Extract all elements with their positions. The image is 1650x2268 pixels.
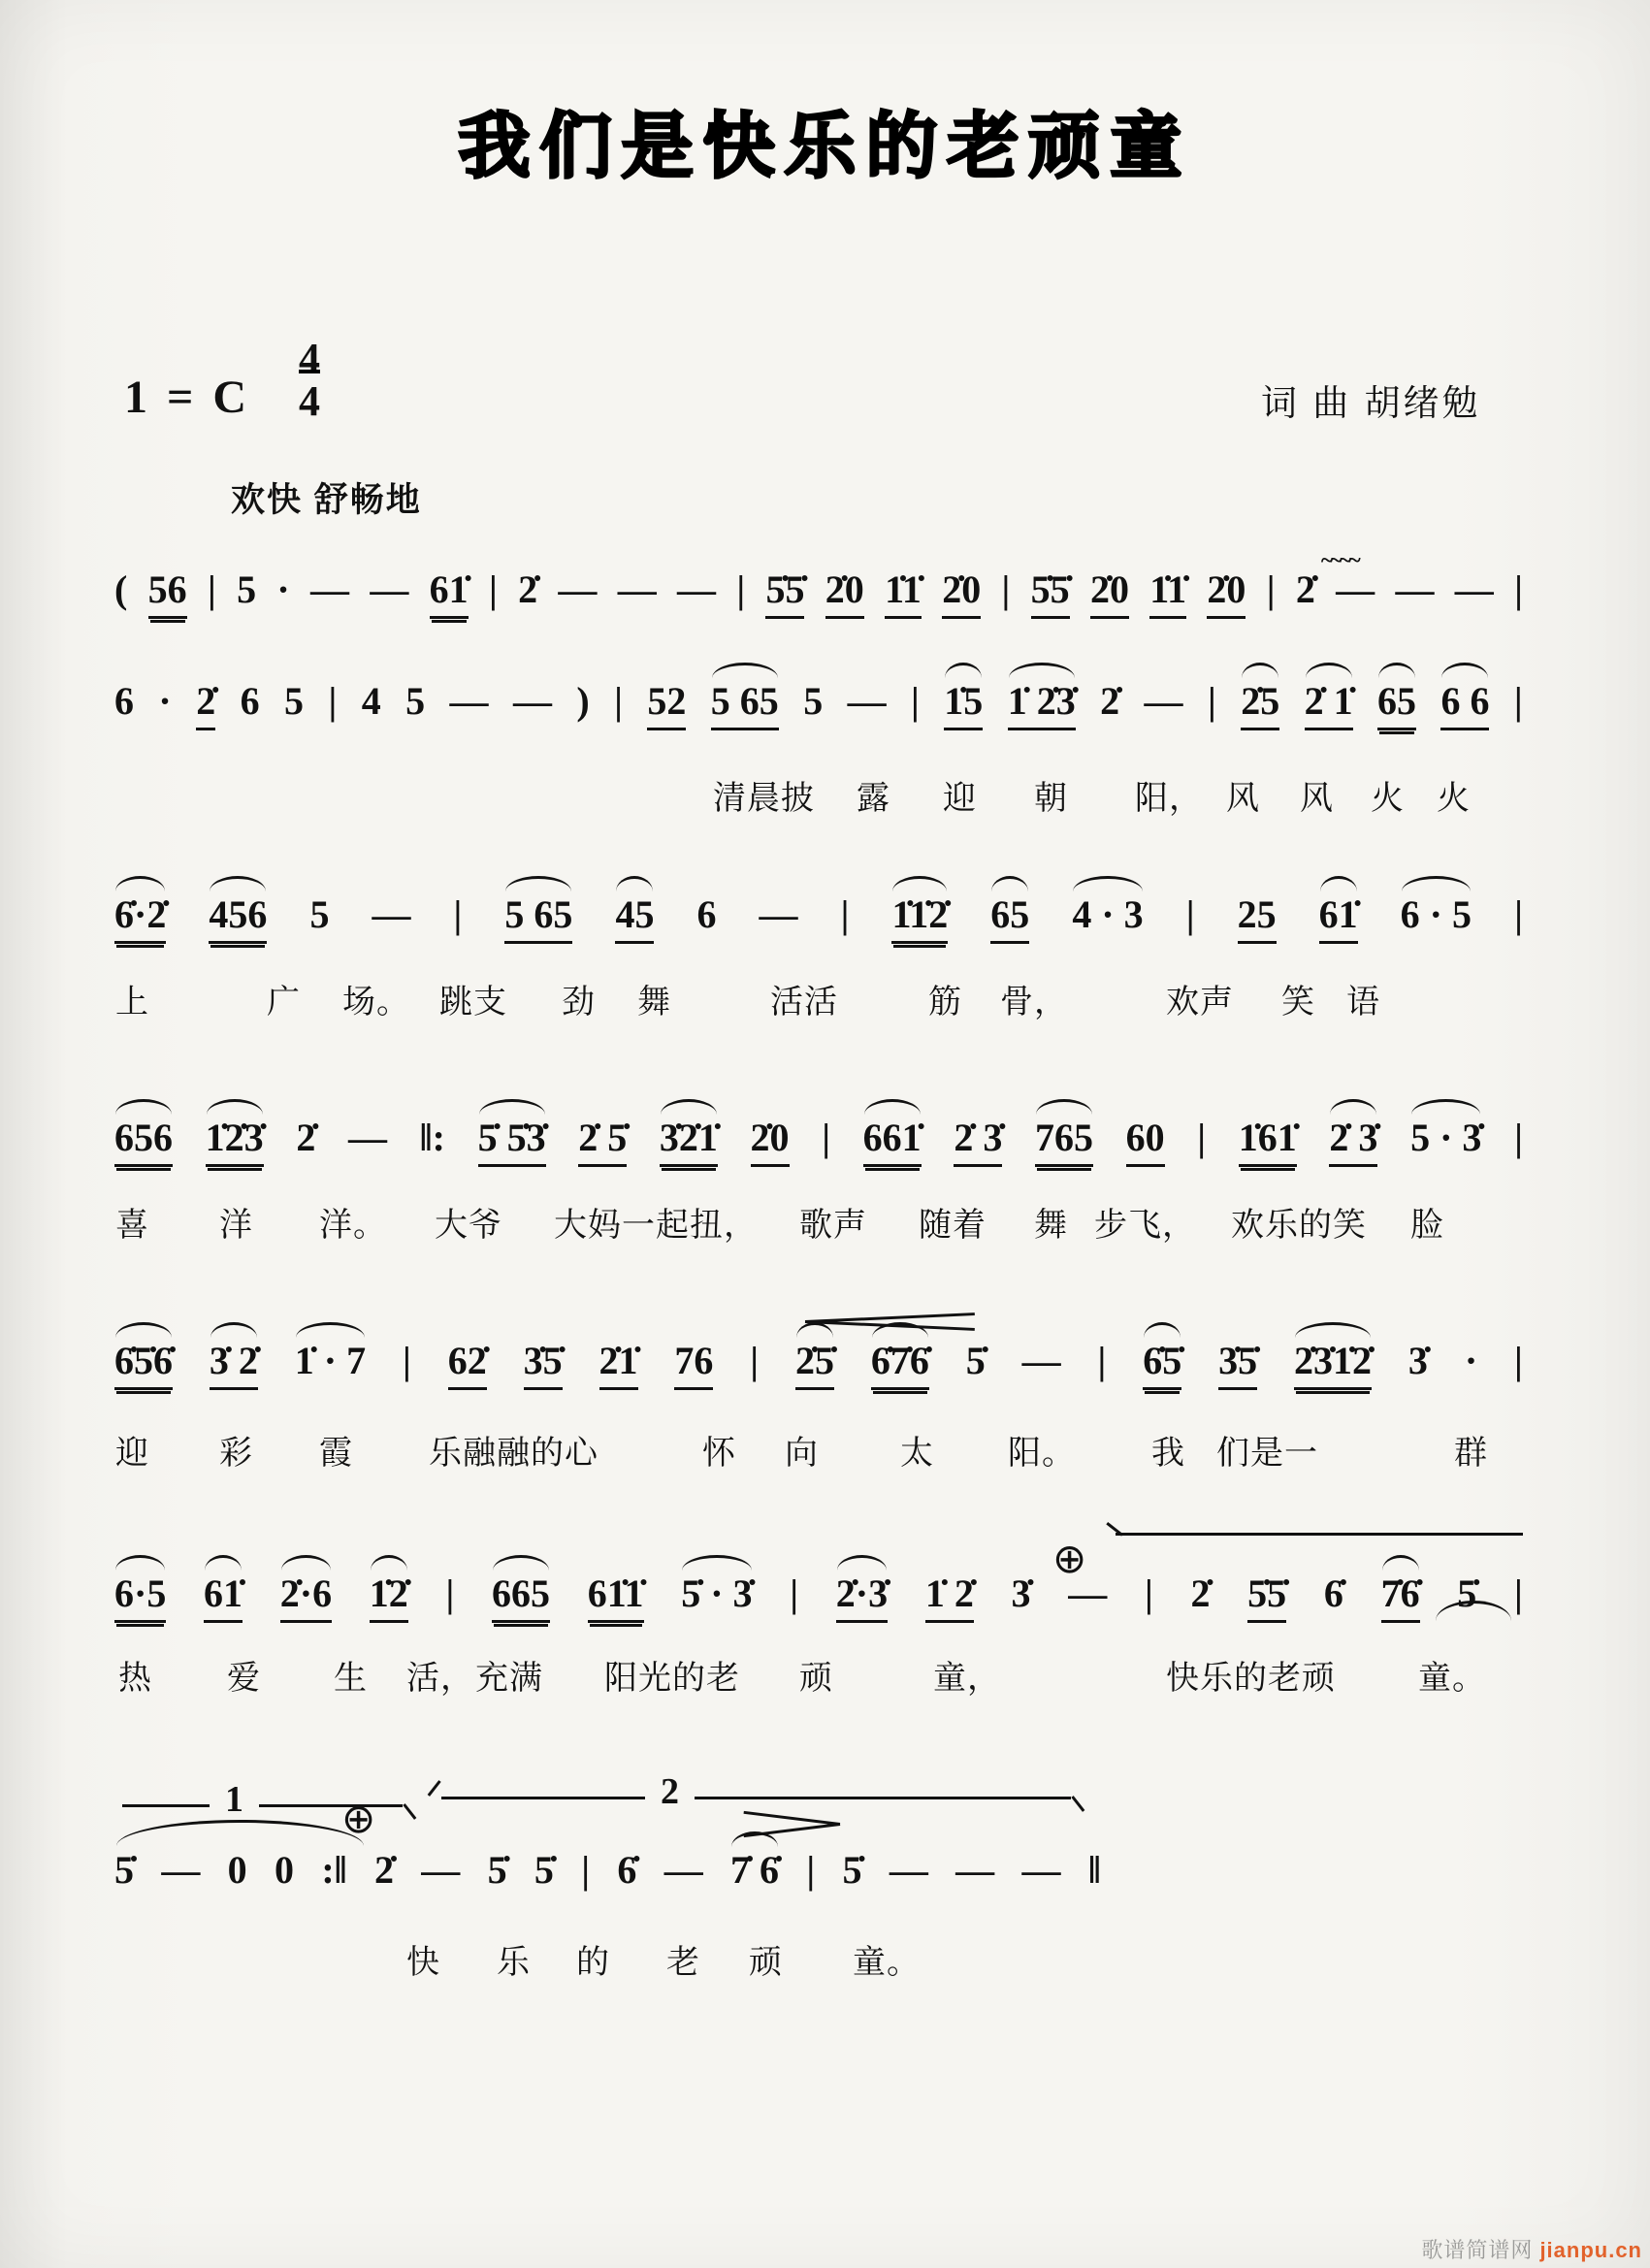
note-group: · — [276, 567, 290, 611]
lyric-syllable: 笑 — [1281, 984, 1315, 1021]
notation-line-6 — [114, 1571, 1523, 1623]
note-group: 5 — [405, 679, 426, 723]
barline: :‖ — [321, 1848, 347, 1892]
note-group: 1̇2̇ — [370, 1571, 408, 1623]
lyric-syllable: 向 — [785, 1435, 819, 1472]
first-ending-number: 1 — [225, 1779, 243, 1820]
song-title: 我们是快乐的老顽童 — [458, 106, 1192, 186]
note-group: 2̇0 — [1090, 567, 1129, 619]
bracket-line — [122, 1804, 210, 1807]
note-group: 5 — [237, 567, 257, 611]
note-group: 5̇ — [965, 1339, 986, 1382]
note-group: — — [372, 892, 411, 936]
bracket-end-tick — [1071, 1796, 1084, 1812]
note-group: 6 6 — [1440, 679, 1489, 730]
notation-line-4 — [114, 1116, 1523, 1167]
note-group: — — [663, 1848, 703, 1892]
note-group: 61̇1̇ — [588, 1571, 644, 1623]
barline: | — [1514, 1116, 1523, 1159]
bracket-end-tick — [403, 1803, 416, 1820]
lyric-syllable: 广 — [267, 984, 301, 1021]
barline: | — [1514, 892, 1523, 936]
note-group: 7̇6̇ — [1381, 1571, 1420, 1623]
time-signature-denominator: 4 — [299, 370, 320, 425]
lyric-syllable: 们是一 — [1216, 1435, 1318, 1472]
lyric-syllable: 乐融融的心 — [429, 1435, 599, 1472]
notation-line-1 — [114, 567, 1523, 619]
lyric-syllable: 欢乐的笑 — [1231, 1207, 1367, 1244]
note-group: — — [955, 1848, 995, 1892]
lyric-syllable: 阳。 — [1008, 1435, 1076, 1472]
note-group: 1̇ 2̇ — [925, 1571, 974, 1623]
note-group: — — [759, 892, 798, 936]
note-group: 3̇ — [1011, 1571, 1031, 1615]
note-group: 2̇ ~~~~ — [1296, 567, 1315, 616]
watermark-domain: jianpu.cn — [1539, 2238, 1642, 2262]
lyric-syllable: 童， — [933, 1660, 1001, 1697]
note-group: 2̇ 1̇ — [1305, 679, 1353, 730]
barline: | — [453, 892, 463, 936]
note-group: 2̇ — [196, 679, 215, 730]
note-group: — — [889, 1848, 928, 1892]
note-group: — — [370, 567, 409, 611]
note-group: 661̇ — [863, 1116, 922, 1167]
note-group: — — [512, 679, 552, 723]
barline: | — [806, 1848, 816, 1892]
lyric-syllable: 迎 — [943, 780, 977, 817]
lyric-syllable: 骨， — [1000, 984, 1068, 1021]
lyric-syllable: 乐 — [497, 1944, 531, 1981]
lyrics-line-6 — [0, 1935, 1650, 1984]
note-group: — — [1336, 567, 1375, 611]
lyric-syllable: 筋 — [928, 984, 962, 1021]
notation-line-7 — [114, 1848, 1101, 1896]
lyric-syllable: 老 — [666, 1944, 700, 1981]
barline: | — [614, 679, 623, 723]
lyric-syllable: 露 — [857, 780, 890, 817]
lyric-syllable: 童。 — [1418, 1660, 1486, 1697]
lyric-syllable: 迎 — [115, 1435, 149, 1472]
lyric-syllable: 顽 — [749, 1944, 783, 1981]
barline: | — [1207, 679, 1216, 723]
lyric-syllable: 热 — [118, 1660, 152, 1697]
lyrics-line-1 — [0, 771, 1650, 820]
notation-line-5 — [114, 1339, 1523, 1390]
note-group: 5 65 — [504, 892, 572, 944]
barline: | — [840, 892, 850, 936]
note-group: 2̇5̇ — [795, 1339, 834, 1390]
hairpin-lower-line — [744, 1823, 841, 1837]
notation-line-3 — [114, 892, 1523, 944]
note-group: — — [161, 1848, 201, 1892]
note-group: 2̇·3̇ — [836, 1571, 888, 1623]
note-group: — — [617, 567, 657, 611]
note-group: 76 — [674, 1339, 713, 1390]
lyric-syllable: 爱 — [227, 1660, 261, 1697]
note-group: 56 — [148, 567, 187, 619]
lyrics-line-5 — [0, 1651, 1650, 1700]
lyric-syllable: 太 — [900, 1435, 934, 1472]
lyric-syllable: 风 — [1300, 780, 1334, 817]
lyric-syllable: 的 — [576, 1944, 610, 1981]
note-group: 5 — [284, 679, 305, 723]
barline: | — [1514, 1339, 1523, 1382]
note-group: 2̇ — [1190, 1571, 1211, 1615]
lyrics-line-4 — [0, 1426, 1650, 1474]
lyric-syllable: 快乐的老顽 — [1166, 1660, 1336, 1697]
lyric-syllable: 充满 — [475, 1660, 543, 1697]
note-group: · — [158, 679, 172, 723]
note-group: 6̇ — [1323, 1571, 1343, 1615]
note-group: 2̇0 — [825, 567, 864, 619]
lyric-syllable: 阳， — [1135, 780, 1203, 817]
note-group: — — [847, 679, 887, 723]
note-group: — — [558, 567, 598, 611]
hairpin-upper-line — [744, 1811, 841, 1826]
lyric-syllable: 劲 — [562, 984, 596, 1021]
note-group: 5 — [309, 892, 330, 936]
lyric-syllable: 快 — [406, 1944, 440, 1981]
lyric-syllable: 步飞， — [1094, 1207, 1196, 1244]
note-group: 6 — [114, 679, 134, 723]
lyric-syllable: 活活 — [770, 984, 838, 1021]
note-group: 2̇ — [373, 1848, 394, 1892]
barline: | — [581, 1848, 591, 1892]
note-group: 25 — [1238, 892, 1277, 944]
note-group: 656 — [114, 1116, 173, 1167]
crescendo-hairpin — [805, 1306, 975, 1335]
note-group: 0 — [274, 1848, 294, 1892]
barline: | — [822, 1116, 831, 1159]
note-group: 765 — [1035, 1116, 1093, 1167]
barline: | — [1513, 679, 1523, 723]
note-group: 65 — [1377, 679, 1416, 730]
note-group: — — [421, 1848, 461, 1892]
time-signature — [287, 335, 332, 425]
tie-arc-line7-start — [116, 1820, 364, 1846]
barline: | — [750, 1339, 760, 1382]
lyric-syllable: 朝 — [1034, 780, 1068, 817]
note-group: 1̇61̇ — [1239, 1116, 1297, 1167]
note-group: 1̇ 2̇3̇ — [1008, 679, 1076, 730]
lyric-syllable: 上 — [115, 984, 149, 1021]
note-group: 2̇1̇ — [599, 1339, 638, 1390]
note-group: — — [1021, 1848, 1061, 1892]
barline: | — [1001, 567, 1011, 611]
lyric-syllable: 洋 — [219, 1207, 253, 1244]
note-group: 2̇ 3̇ — [954, 1116, 1002, 1167]
lyric-syllable: 大妈一起扭， — [554, 1207, 758, 1244]
note-group: 65 — [990, 892, 1029, 944]
note-group: 61̇ — [204, 1571, 243, 1623]
note-group: 2̇0 — [751, 1116, 790, 1167]
note-group: · — [1464, 1339, 1478, 1382]
barline: | — [1266, 567, 1276, 611]
lyric-syllable: 大爷 — [435, 1207, 502, 1244]
coda-sign-repeat: ⊕ — [341, 1795, 376, 1842]
note-group: 62̇ — [448, 1339, 487, 1390]
note-group: — — [310, 567, 350, 611]
barline: ‖: — [419, 1116, 445, 1159]
note-group: 5̇5̇ — [1247, 1571, 1286, 1623]
note-group: 2̇5 — [1241, 679, 1279, 730]
note-group: — — [347, 1116, 387, 1159]
note-group: 2̇3̇1̇2̇ — [1294, 1339, 1372, 1390]
tempo-marking: 欢快 舒畅地 — [231, 481, 422, 519]
note-group: 2̇ 5̇ — [578, 1116, 627, 1167]
lyric-syllable: 我 — [1151, 1435, 1185, 1472]
note-group: 5 — [803, 679, 824, 723]
lyric-syllable: 语 — [1346, 984, 1380, 1021]
lyric-syllable: 场。 — [342, 984, 410, 1021]
note-group: — — [449, 679, 489, 723]
note-group: 1̇2̇3̇ — [206, 1116, 264, 1167]
composer-credit: 词 曲 胡绪勉 — [1261, 383, 1481, 423]
note-group: 665 — [492, 1571, 550, 1623]
bracket-line — [441, 1797, 645, 1799]
time-signature-numerator: 4 — [299, 335, 320, 382]
lyric-syllable: 脸 — [1410, 1207, 1444, 1244]
note-group: 1̇1̇ — [1149, 567, 1186, 619]
lyric-syllable: 火 — [1371, 780, 1405, 817]
lyric-syllable: 舞 — [637, 984, 671, 1021]
second-ending-number: 2 — [661, 1771, 679, 1812]
barline: | — [911, 679, 920, 723]
note-group: 5 · 3̇ — [1410, 1116, 1481, 1164]
lyric-syllable: 怀 — [702, 1435, 736, 1472]
lyric-syllable: 随着 — [919, 1207, 987, 1244]
decrescendo-hairpin — [743, 1810, 840, 1835]
note-group: 5̇ — [842, 1848, 862, 1892]
note-group: 2̇·6 — [280, 1571, 332, 1623]
note-group: 61̇ — [430, 567, 469, 619]
note-group: 4 — [361, 679, 381, 723]
note-group: 4 · 3 — [1072, 892, 1143, 941]
note-group: 3̇5̇ — [1218, 1339, 1257, 1390]
lyric-syllable: 火 — [1437, 780, 1471, 817]
note-group: 5̇ — [1457, 1571, 1477, 1615]
note-group: 6 — [696, 892, 717, 936]
note-group: 52 — [647, 679, 686, 730]
lyric-syllable: 欢声 — [1166, 984, 1234, 1021]
barline: ‖ — [1087, 1848, 1101, 1892]
lyric-syllable: 洋。 — [319, 1207, 387, 1244]
barline: | — [328, 679, 338, 723]
barline: | — [403, 1339, 411, 1382]
note-group: 2̇ 3̇ — [1329, 1116, 1377, 1167]
note-group: — — [1395, 567, 1435, 611]
note-group: 6 · 5 — [1401, 892, 1472, 941]
note-group: 3̇5̇ — [524, 1339, 563, 1390]
note-group: ( — [114, 567, 128, 611]
note-group: 1̇1̇2̇ — [891, 892, 948, 944]
note-group: 45 — [615, 892, 654, 944]
note-group: 61̇ — [1319, 892, 1358, 944]
lyric-syllable: 霞 — [319, 1435, 353, 1472]
lyric-syllable: 舞 — [1034, 1207, 1068, 1244]
coda-sign: ⊕ — [1052, 1535, 1087, 1582]
barline: | — [790, 1571, 799, 1615]
note-group: 6̇·2̇ — [114, 892, 166, 944]
barline: | — [1514, 567, 1523, 611]
barline: | — [488, 567, 498, 611]
note-group: 5 65 — [711, 679, 779, 730]
note-group: ) — [576, 679, 590, 723]
lyric-syllable: 风 — [1226, 780, 1260, 817]
note-group: 456 — [209, 892, 267, 944]
note-group: — — [1021, 1339, 1061, 1382]
lyrics-line-3 — [0, 1198, 1650, 1247]
barline: | — [736, 567, 746, 611]
note-group: 2̇0 — [1207, 567, 1246, 619]
note-group: 6̇5̇ — [1143, 1339, 1181, 1390]
note-group: 5̇ — [487, 1848, 507, 1892]
bracket-start-tick — [428, 1780, 441, 1797]
note-group: 6̇ — [617, 1848, 637, 1892]
hairpin-lower-line — [805, 1320, 975, 1330]
note-group: 6̇7̇6̇ — [871, 1339, 929, 1390]
note-group: 1̇ · 7 — [295, 1339, 366, 1387]
barline: | — [207, 567, 216, 611]
barline: | — [445, 1571, 455, 1615]
watermark-site-name: 歌谱简谱网 — [1421, 2238, 1540, 2262]
lyric-syllable: 生 — [334, 1660, 368, 1697]
key-signature: 1 = C — [124, 372, 251, 423]
note-group: 5̇ 5̇3̇ — [478, 1116, 546, 1167]
barline: | — [1513, 1571, 1523, 1615]
note-group: 0 — [227, 1848, 247, 1892]
barline: | — [1144, 1571, 1153, 1615]
bracket-line — [695, 1797, 1071, 1799]
lyric-syllable: 跳支 — [439, 984, 507, 1021]
note-group: 5̇ — [114, 1848, 134, 1892]
note-group: 7̇ 6̇ — [730, 1848, 779, 1896]
note-group: 5̇ — [534, 1848, 554, 1892]
note-group: 2̇0 — [942, 567, 981, 619]
watermark — [1421, 2234, 1642, 2264]
barline: | — [1185, 892, 1195, 936]
note-group: 3̇ — [1407, 1339, 1428, 1382]
note-group: 5̇5̇ — [1031, 567, 1070, 619]
coda-bracket-line — [1116, 1533, 1523, 1536]
lyric-syllable: 歌声 — [799, 1207, 867, 1244]
note-group: 6 — [240, 679, 260, 723]
lyric-syllable: 群 — [1454, 1435, 1488, 1472]
note-group: — — [1068, 1571, 1108, 1615]
lyric-syllable: 彩 — [219, 1435, 253, 1472]
lyric-syllable: 童。 — [853, 1944, 921, 1981]
barline: | — [1097, 1339, 1107, 1382]
note-group: 2̇ — [518, 567, 538, 611]
lyric-syllable: 阳光的老 — [604, 1660, 740, 1697]
note-group: 2̇ — [296, 1116, 316, 1159]
note-group: 3̇2̇1̇ — [660, 1116, 718, 1167]
note-group: — — [677, 567, 717, 611]
note-group: 60 — [1126, 1116, 1165, 1167]
notation-line-2 — [114, 679, 1523, 730]
note-group: — — [1454, 567, 1494, 611]
note-group: 3̇ 2̇ — [210, 1339, 258, 1390]
note-group: 6·5 — [114, 1571, 166, 1623]
lyric-syllable: 活， — [406, 1660, 474, 1697]
note-group: 1̇5 — [944, 679, 983, 730]
lyric-syllable: 顽 — [799, 1660, 833, 1697]
note-group: — — [1144, 679, 1183, 723]
lyric-syllable: 清晨披 — [713, 780, 815, 817]
note-group: 2̇ — [1100, 679, 1120, 723]
note-group: 5̇ · 3̇ — [681, 1571, 752, 1620]
note-group: 1̇1̇ — [885, 567, 922, 619]
barline: | — [1197, 1116, 1207, 1159]
bracket-line — [259, 1804, 403, 1807]
note-group: 5̇5̇ — [765, 567, 804, 619]
note-group: 6̇5̇6̇ — [114, 1339, 173, 1390]
lyric-syllable: 喜 — [115, 1207, 149, 1244]
lyrics-line-2 — [0, 975, 1650, 1023]
